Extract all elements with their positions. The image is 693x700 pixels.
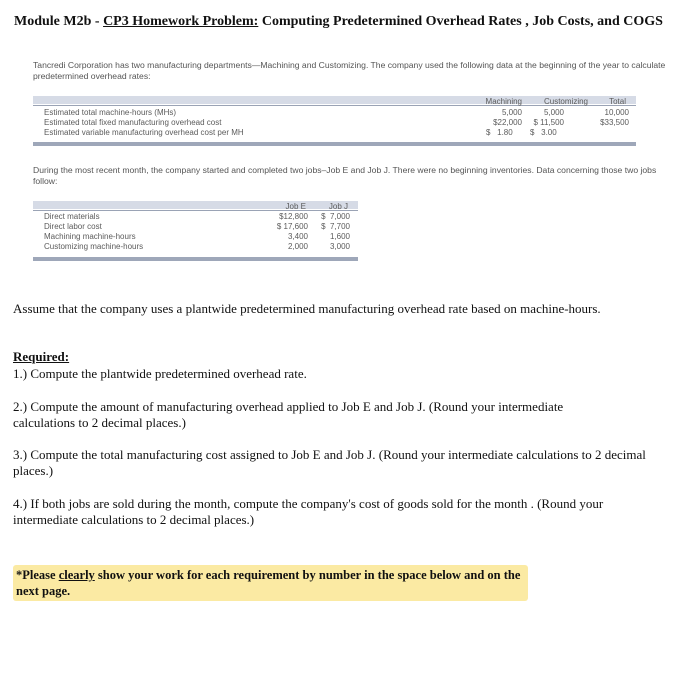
intro-paragraph-2: During the most recent month, the company started and completed two jobs–Job E and Job J. There were no beginning inventories. Data concerning those two jobs follow: (33, 165, 657, 186)
cell-job-j: $ 7,700 (321, 222, 350, 231)
requirement-4: 4.) If both jobs are sold during the month, compute the company's cost of goods sold for the month . (Round your intermediate calculations to 2 decimal places.) (13, 496, 604, 527)
cell-job-e: 3,400 (287, 232, 308, 241)
required-heading: Required: (13, 349, 70, 364)
page-title: Module M2b - CP3 Homework Problem: Computing Predetermined Overhead Rates , Job Costs, and COGS (14, 14, 663, 29)
header-job-j: Job J (328, 202, 348, 211)
cell-machining: $22,000 (493, 118, 522, 127)
table-footer-bar (33, 142, 636, 146)
header-customizing: Customizing (543, 97, 588, 106)
requirement-2: 2.) Compute the amount of manufacturing overhead applied to Job E and Job J. (Round your intermediate calculations to 2 decimal places.) (13, 399, 564, 430)
header-job-e: Job E (285, 202, 306, 211)
intro-paragraph-1: Tancredi Corporation has two manufacturing departments—Machining and Customizing. The company used the following data at the beginning of the year to calculate predetermined overhead rates: (33, 60, 666, 81)
cell-customizing: 5,000 (543, 108, 564, 117)
table-header-band (33, 201, 358, 209)
cell-job-j: 3,000 (329, 242, 350, 251)
header-total: Total (609, 97, 626, 106)
requirement-1: 1.) Compute the plantwide predetermined overhead rate. (13, 366, 307, 381)
cell-customizing: $ 11,500 (533, 118, 564, 127)
cell-customizing: $ 3.00 (530, 128, 557, 137)
cell-job-j: $ 7,000 (321, 212, 350, 221)
header-machining: Machining (485, 97, 522, 106)
cell-total: 10,000 (604, 108, 629, 117)
assumption-text: Assume that the company uses a plantwide predetermined manufacturing overhead rate based on machine-hours. (13, 301, 601, 316)
row-label: Machining machine-hours (44, 232, 136, 241)
row-label: Estimated variable manufacturing overhead cost per MH (44, 128, 244, 137)
table-footer-bar (33, 257, 358, 261)
cell-machining: 5,000 (501, 108, 522, 117)
row-label: Direct materials (44, 212, 100, 221)
row-label: Estimated total machine-hours (MHs) (44, 108, 177, 117)
instruction-note: *Please clearly show your work for each requirement by number in the space below and on the next page. (16, 568, 521, 598)
cell-machining: $ 1.80 (486, 128, 513, 137)
cell-job-e: $ 17,600 (276, 222, 308, 231)
requirement-3: 3.) Compute the total manufacturing cost assigned to Job E and Job J. (Round your intermediate calculations to 2 decimal places.) (13, 447, 646, 478)
row-label: Estimated total fixed manufacturing overhead cost (44, 118, 222, 127)
row-label: Customizing machine-hours (44, 242, 144, 251)
row-label: Direct labor cost (44, 222, 102, 231)
cell-job-e: $12,800 (279, 212, 308, 221)
cell-job-e: 2,000 (287, 242, 308, 251)
cell-total: $33,500 (600, 118, 629, 127)
cell-job-j: 1,600 (329, 232, 350, 241)
table-divider (33, 210, 358, 211)
